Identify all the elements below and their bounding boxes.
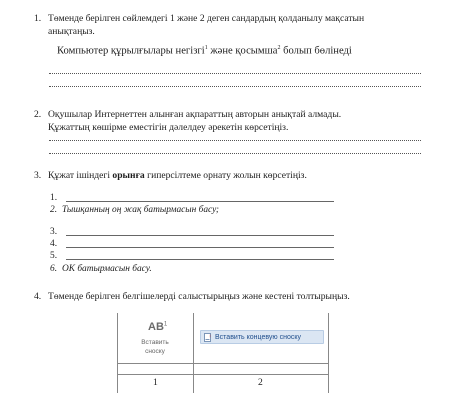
question-4-number: 4. [34, 291, 42, 302]
question-1-line-1: Төменде берілген сөйлемдегі 1 және 2 деген сандардың қолданылу мақсатын [48, 13, 365, 24]
footnote-mark-2: 2 [277, 45, 281, 51]
question-3-number: 3. [34, 170, 42, 181]
step-3 [50, 226, 62, 238]
step-1-blank[interactable] [66, 201, 334, 202]
insert-footnote-label-line-2: сноску [145, 348, 165, 355]
step-5-number: 5. [50, 251, 58, 261]
footnote-mark-1: 1 [204, 45, 208, 51]
table-column-1: 1 [153, 377, 158, 388]
step-5 [50, 250, 62, 262]
step-3-blank[interactable] [66, 235, 334, 236]
question-2 [34, 108, 444, 138]
step-4-blank[interactable] [66, 247, 334, 248]
question-3-text [48, 169, 307, 182]
step-4 [50, 238, 62, 250]
table-header-rule [117, 363, 328, 364]
footnote-icon-text: AB [148, 321, 164, 333]
table-border-left [117, 313, 118, 393]
svg-text:i: i [209, 333, 211, 338]
sentence-part-a: Компьютер құрылғылары негізгі [57, 45, 205, 57]
sentence-part-c: болып бөлінеді [280, 45, 352, 57]
step-6-number: 6. [50, 264, 58, 274]
question-1-number: 1. [34, 13, 42, 24]
insert-endnote-label: Вставить концевую сноску [215, 333, 301, 341]
answer-line-2a[interactable] [49, 140, 421, 141]
step-2-text: Тышқанның оң жақ батырмасын басу; [62, 205, 220, 215]
table-divider [193, 313, 194, 393]
answer-line-1b[interactable] [49, 86, 421, 87]
step-1-number: 1. [50, 193, 58, 203]
step-2 [50, 204, 219, 216]
question-4 [34, 290, 444, 304]
table-column-2: 2 [258, 377, 263, 388]
question-2-line-2: Құжаттың көшірме еместігін дәлелдеу әрекетін көрсетіңіз. [48, 122, 289, 133]
insert-endnote-button[interactable] [200, 330, 324, 344]
insert-footnote-icon [148, 321, 167, 333]
question-2-line-1: Оқушылар Интернеттен алынған ақпараттың авторын анықтай алмады. [48, 109, 342, 120]
footnote-icon-sup: 1 [163, 321, 168, 328]
insert-footnote-label [125, 338, 185, 356]
question-2-number: 2. [34, 109, 42, 120]
question-1-sentence [57, 45, 352, 57]
step-4-number: 4. [50, 239, 58, 249]
step-6 [50, 263, 152, 275]
question-4-text: Төменде берілген белгішелерді салыстырыңыз және кестені толтырыңыз. [48, 291, 350, 302]
answer-line-2b[interactable] [49, 153, 421, 154]
step-6-text: ОК батырмасын басу. [62, 264, 152, 274]
question-3 [34, 169, 444, 183]
step-3-number: 3. [50, 227, 58, 237]
endnote-icon [204, 333, 213, 342]
step-5-blank[interactable] [66, 259, 334, 260]
question-1 [34, 12, 444, 42]
question-1-line-2: анықтаңыз. [48, 26, 95, 37]
question-3-text-b: гиперсілтеме орнату жолын көрсетіңіз. [144, 170, 307, 181]
step-2-number: 2. [50, 205, 58, 215]
table-border-right [328, 313, 329, 393]
table-body-rule [117, 374, 328, 375]
sentence-part-b: және қосымша [207, 45, 278, 57]
insert-footnote-label-line-1: Вставить [141, 339, 169, 346]
answer-line-1a[interactable] [49, 73, 421, 74]
question-3-bold-word: орынға [112, 170, 145, 181]
question-3-text-a: Құжат ішіндегі [48, 170, 113, 181]
step-1 [50, 192, 62, 204]
